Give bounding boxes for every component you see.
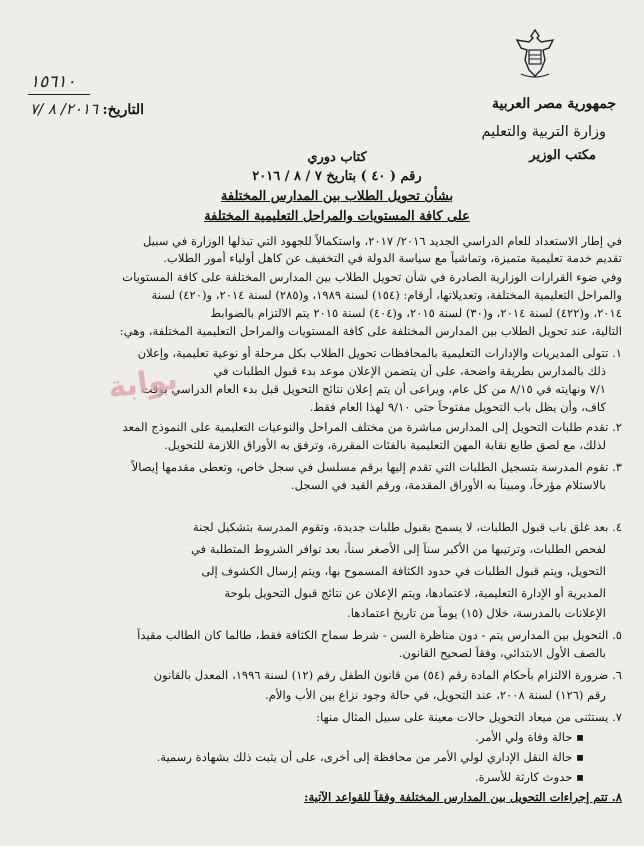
item-2-line: لذلك، مع لصق طابع نقابة المهن التعليمية بالفئات المقررة، وترفق به الأوراق اللازمة للتحويل. — [164, 438, 606, 452]
sub-item-text: حدوث كارثة للأسرة. — [474, 770, 573, 784]
date-row — [30, 100, 144, 118]
watermark: بوابة — [105, 361, 180, 406]
intro-line: تقديم خدمة تعليمية متميزة، وتماشياً مع سياسة الدولة في التخفيف عن كاهل أولياء أمور الطلاب. — [163, 251, 622, 265]
bullet-icon: ▪ — [572, 750, 584, 764]
circular-subject-scope: على كافة المستويات والمراحل التعليمية المختلفة — [204, 209, 470, 224]
item-6-line: رقم (١٢٦) لسنة ٢٠٠٨، عند التحويل، في حالة وجود نزاع بين الأب والأم. — [265, 688, 606, 702]
circular-type: كتاب دوري — [307, 150, 367, 165]
intro-line: ٢٠١٤، و(٤٢٢) لسنة ٢٠١٤، و(٣٠) لسنة ٢٠١٥، و(٤٠٤) لسنة ٢٠١٥ يتم الالتزام بالضوابط — [210, 306, 622, 320]
item-1-line: كاف، وأن يظل باب التحويل مفتوحاً حتى ٩/١٠ لهذا العام فقط. — [309, 400, 606, 414]
letterhead-ministry: وزارة التربية والتعليم — [481, 124, 606, 140]
circular-subject: بشأن تحويل الطلاب بين المدارس المختلفة — [220, 189, 454, 204]
intro-line: في إطار الاستعداد للعام الدراسي الجديد ٢٠١٦/ ٢٠١٧، واستكمالاً للجهود التي تبذلها الوزارة في سبيل — [142, 234, 622, 248]
item-6-line: ٦. ضرورة الالتزام بأحكام المادة رقم (٥٤) من قانون الطفل رقم (١٢) لسنة ١٩٩٦، المعدل بالقانون — [153, 668, 622, 682]
eagle-emblem-icon — [513, 26, 557, 80]
sub-item-text: حالة وفاة ولي الأمر. — [475, 730, 573, 744]
item-2-line: ٢. تقدم طلبات التحويل إلى المدارس مباشرة من مختلف المراحل والنوعيات التعليمية على النموذج المعد — [122, 420, 622, 434]
date-label: التاريخ: — [102, 102, 144, 118]
sub-item — [24, 750, 584, 765]
item-4-line: التحويل، ويتم قبول الطلبات في حدود الكثافة المسموح بها، ويتم إرسال الكشوف إلى — [201, 564, 606, 578]
item-1-line: ١. تتولى المديريات والإدارات التعليمية بالمحافظات تحويل الطلاب بكل مرحلة أو نوعية تعليمية، وإعلان — [137, 346, 622, 360]
item-1-line: ذلك بالمدارس بطريقة واضحة، على أن يتضمن الإعلان موعد بدء قبول الطلبات في — [213, 364, 606, 378]
intro-line: التالية، عند تحويل الطلاب بين المدارس المختلفة على كافة المستويات والمراحل التعليمية المختلفة، وهي: — [119, 324, 622, 338]
item-5-line: بالصف الأول الابتدائي، وفقاً لصحيح القانون. — [398, 646, 606, 660]
circular-number: رقم ( ٤٠ ) بتاريخ ٧ / ٨ / ٢٠١٦ — [252, 169, 422, 184]
sub-item — [24, 730, 584, 745]
bullet-icon: ▪ — [572, 770, 584, 784]
date-value: ٢٠١٦/ ٨ /٧ — [30, 100, 99, 118]
intro-line: وفي ضوء القرارات الوزارية الصادرة في شأن تحويل الطلاب بين المدارس المختلفة على كافة المستويات — [122, 270, 622, 284]
bullet-icon: ▪ — [572, 730, 584, 744]
item-1-line: ٧/١ ونهايته في ٨/١٥ من كل عام، ويراعى أن يتم إعلان نتائج التحويل قبل بدء العام الدراسي بوقت — [141, 382, 606, 396]
item-4-line: لفحص الطلبات، وترتيبها من الأكبر سناً إلى الأصغر سناً، بعد توافر الشروط المتطلبة في — [190, 542, 606, 556]
reference-number: ١٥٦١٠ — [30, 72, 76, 92]
item-3-line: ٣. تقوم المدرسة بتسجيل الطلبات التي تقدم إليها برقم مسلسل في سجل خاص، وتعطى مقدمها إيصالاً — [131, 460, 622, 474]
item-8-line: ٨. تتم إجراءات التحويل بين المدارس المختلفة وفقاً للقواعد الآتية: — [304, 790, 622, 804]
item-7-line: ٧. يستثنى من ميعاد التحويل حالات معينة على سبيل المثال منها: — [316, 710, 622, 724]
item-4-line: ٤. بعد غلق باب قبول الطلبات، لا يسمح بقبول طلبات جديدة، وتقوم المدرسة بتشكيل لجنة — [192, 520, 622, 534]
letterhead-republic: جمهورية مصر العربية — [492, 96, 616, 112]
sub-item-text: حالة النقل الإداري لولي الأمر من محافظة إلى أخرى، على أن يثبت ذلك بشهادة رسمية. — [156, 750, 573, 764]
item-4-line: الإعلانات بالمدرسة، خلال (١٥) يوماً من تاريخ اعتمادها. — [347, 606, 606, 620]
item-3-line: بالاستلام مؤرخاً، ومبيناً به الأوراق المقدمة، ورقم القيد في السجل. — [290, 478, 606, 492]
intro-line: والمراحل التعليمية المختلفة، وتعديلاتها، أرقام: (١٥٤) لسنة ١٩٨٩، و(٢٨٥) لسنة ٢٠١٤، و(٤٢٠) لسنة — [151, 288, 622, 302]
item-4-line: المديرية أو الإدارة التعليمية، لاعتمادها، ويتم الإعلان عن نتائج قبول التحويل بلوحة — [224, 586, 606, 600]
item-5-line: ٥. التحويل بين المدارس يتم - دون مناظرة السن - شرط سماح الكثافة فقط، طالما كان الطالب مقيداً — [137, 628, 622, 642]
sub-item — [24, 770, 584, 785]
letterhead-office: مكتب الوزير — [529, 148, 596, 163]
reference-underline — [28, 94, 90, 95]
